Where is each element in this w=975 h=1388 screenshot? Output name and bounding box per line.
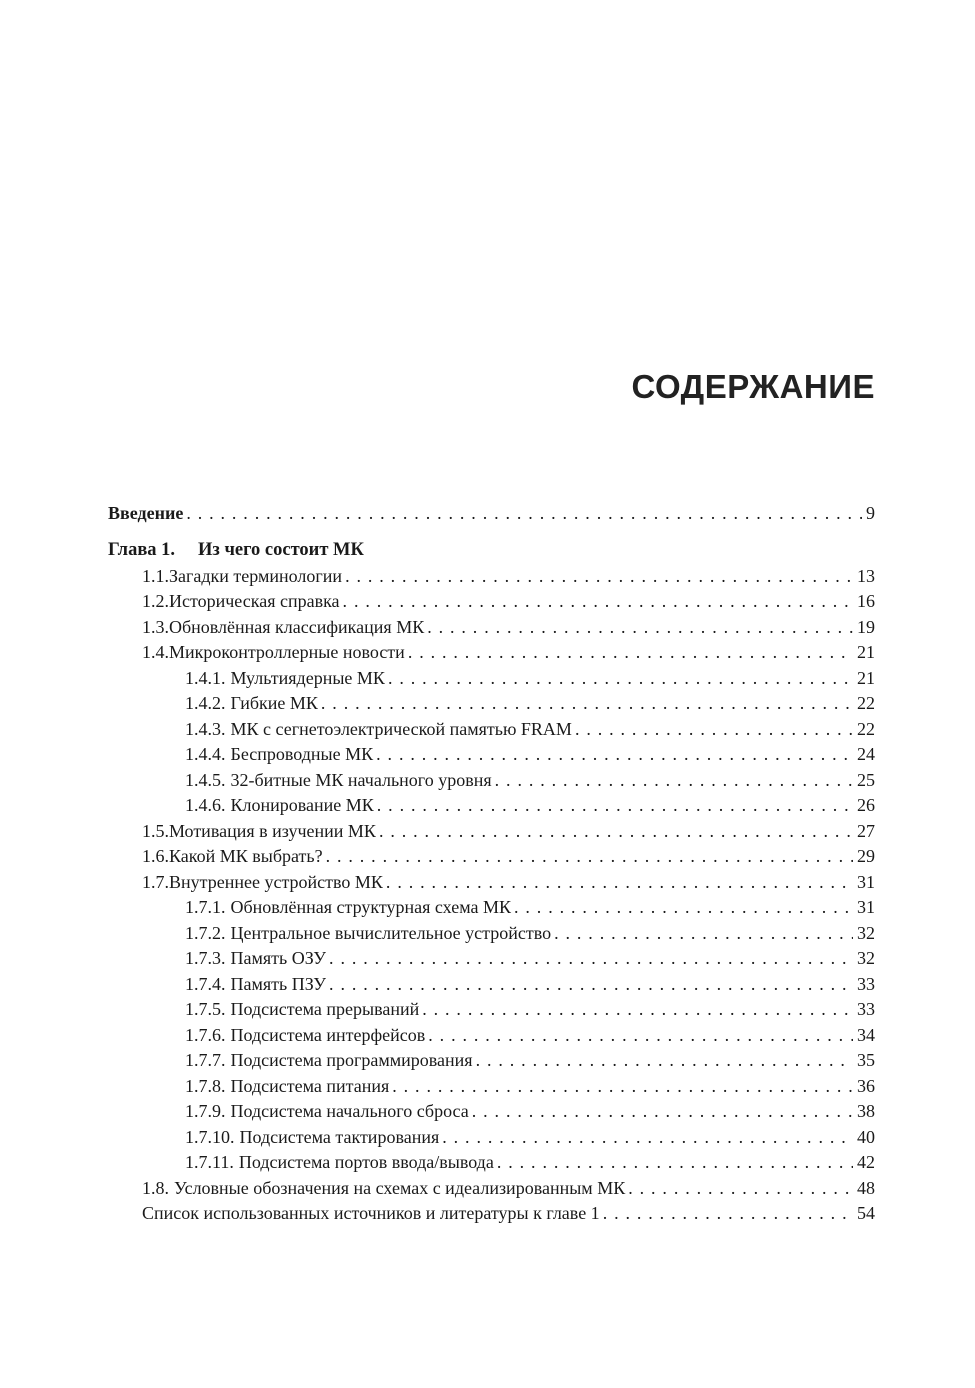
toc-entry-number: 1.7.6.	[185, 1024, 226, 1045]
toc-entry-number: 1.4.4.	[185, 744, 226, 764]
toc-entry-label: Подсистема интерфейсов	[230, 1024, 426, 1045]
toc-entry-label: Беспроводные МК	[230, 744, 374, 764]
toc-entry-page: 36	[857, 1075, 875, 1096]
dot-leader	[343, 591, 853, 612]
dot-leader	[497, 1152, 853, 1173]
dot-leader	[388, 668, 853, 689]
toc-entry-label: Обновлённая структурная схема МК	[230, 897, 511, 917]
toc-entry-number: 1.7.	[142, 871, 169, 892]
toc-entry-page: 32	[857, 922, 875, 943]
dot-leader	[514, 897, 853, 918]
toc-entry-page: 25	[857, 769, 875, 790]
toc-entry-page: 40	[857, 1126, 875, 1147]
toc-entry-number: 1.7.9.	[185, 1101, 226, 1121]
toc-subentry[interactable]	[108, 897, 875, 923]
toc-entry-number: 1.7.1.	[185, 897, 226, 917]
toc-entry[interactable]	[108, 872, 875, 898]
toc-entry-number: 1.7.2.	[185, 922, 226, 943]
toc-entry-number: 1.4.2.	[185, 693, 226, 713]
toc-subentry[interactable]	[108, 999, 875, 1025]
toc-entry-label: Историческая справка	[169, 591, 340, 611]
toc-subentry[interactable]	[108, 693, 875, 719]
dot-leader	[472, 1101, 853, 1122]
toc-entry-label: Обновлённая классификация МК	[169, 616, 425, 637]
toc-subentry[interactable]	[108, 1152, 875, 1178]
dot-leader	[442, 1127, 853, 1148]
toc-entry-page: 21	[857, 642, 875, 662]
toc-subentry[interactable]	[108, 1050, 875, 1076]
toc-entry-page: 54	[857, 1203, 875, 1223]
toc-subentry[interactable]	[108, 719, 875, 745]
toc-entry-number: 1.3.	[142, 616, 169, 637]
toc-entry-label: Внутреннее устройство МК	[169, 871, 383, 892]
toc-entry-page: 13	[857, 565, 875, 586]
toc-entry-label: Условные обозначения на схемах с идеализированным МК	[174, 1177, 626, 1198]
dot-leader	[329, 948, 853, 969]
toc-entry-references[interactable]	[108, 1203, 875, 1229]
toc-entry[interactable]	[108, 821, 875, 847]
toc-subentry[interactable]	[108, 668, 875, 694]
toc-entry-number: 1.4.5.	[185, 769, 226, 790]
toc-entry-label: Память ПЗУ	[230, 973, 327, 994]
toc-entry-number: 1.5.	[142, 820, 169, 841]
dot-leader	[575, 719, 853, 740]
toc-entry-page: 42	[857, 1152, 875, 1172]
toc-entry-label: Гибкие МК	[230, 693, 318, 713]
toc-entry-page: 35	[857, 1050, 875, 1070]
toc-entry-number: 1.4.	[142, 642, 169, 662]
toc-entry-number: 1.2.	[142, 591, 169, 611]
toc-entry-page: 34	[857, 1024, 875, 1045]
dot-leader	[495, 770, 853, 791]
toc-entry-number: 1.4.1.	[185, 667, 226, 688]
toc-entry-number: 1.4.3.	[185, 718, 226, 739]
dot-leader	[476, 1050, 853, 1071]
toc-entry-label: Список использованных источников и литературы к главе 1	[142, 1203, 600, 1223]
dot-leader	[422, 999, 853, 1020]
toc-entry-number: 1.7.11.	[185, 1152, 234, 1172]
toc-entry-number: 1.8.	[142, 1177, 169, 1198]
toc-entry-number: 1.7.5.	[185, 999, 226, 1019]
dot-leader	[326, 846, 853, 867]
toc-entry-label: Подсистема начального сброса	[230, 1101, 469, 1121]
toc-entry-number: 1.4.6.	[185, 795, 226, 815]
toc-entry-label: Подсистема портов ввода/вывода	[238, 1152, 494, 1172]
dot-leader	[377, 795, 853, 816]
toc-entry-page: 16	[857, 591, 875, 611]
toc-entry-label: Подсистема питания	[230, 1075, 390, 1096]
dot-leader	[392, 1076, 853, 1097]
toc-entry-page: 26	[857, 795, 875, 815]
toc-entry-number: 1.1.	[142, 565, 169, 586]
toc-subentry[interactable]	[108, 1127, 875, 1153]
toc-entry-number: 1.7.8.	[185, 1075, 226, 1096]
toc-subentry[interactable]	[108, 795, 875, 821]
toc-entry-page: 21	[857, 667, 875, 688]
toc-entry-page: 32	[857, 948, 875, 968]
toc-entry[interactable]	[108, 846, 875, 872]
toc-entry-page: 38	[857, 1101, 875, 1121]
toc-entry[interactable]	[108, 642, 875, 668]
toc-entry-label: Микроконтроллерные новости	[169, 642, 405, 662]
toc-subentry[interactable]	[108, 974, 875, 1000]
toc-entry-page: 22	[857, 718, 875, 739]
chapter-title: Из чего состоит МК	[198, 539, 364, 560]
dot-leader	[386, 872, 853, 893]
toc-entry[interactable]	[108, 566, 875, 592]
toc-subentry[interactable]	[108, 1101, 875, 1127]
toc-entry-label: Введение	[108, 503, 184, 523]
toc-entry-label: Подсистема программирования	[230, 1050, 473, 1070]
toc-entry[interactable]	[108, 617, 875, 643]
table-of-contents	[108, 503, 875, 1229]
dot-leader	[628, 1178, 853, 1199]
dot-leader	[345, 566, 853, 587]
toc-entry-label: Мультиядерные МК	[230, 667, 385, 688]
dot-leader	[427, 617, 853, 638]
toc-entry-page: 19	[857, 616, 875, 637]
toc-entry-label: Загадки терминологии	[169, 565, 343, 586]
toc-entry-label: Мотивация в изучении МК	[169, 820, 376, 841]
toc-subentry[interactable]	[108, 1076, 875, 1102]
dot-leader	[408, 642, 853, 663]
toc-entry-label: Память ОЗУ	[230, 948, 327, 968]
toc-subentry[interactable]	[108, 1025, 875, 1051]
toc-entry-page: 24	[857, 744, 875, 764]
dot-leader	[329, 974, 853, 995]
toc-entry-label: Подсистема прерываний	[230, 999, 420, 1019]
toc-subentry[interactable]	[108, 948, 875, 974]
toc-entry-number: 1.7.4.	[185, 973, 226, 994]
toc-entry-label: МК с сегнетоэлектрической памятью FRAM	[230, 718, 572, 739]
dot-leader	[428, 1025, 853, 1046]
toc-entry-page: 9	[866, 503, 875, 523]
dot-leader	[603, 1203, 853, 1224]
toc-entry-page: 22	[857, 693, 875, 713]
toc-subentry[interactable]	[108, 744, 875, 770]
dot-leader	[379, 821, 853, 842]
toc-subentry[interactable]	[108, 923, 875, 949]
toc-entry-label: Подсистема тактирования	[239, 1126, 440, 1147]
toc-entry-label: Центральное вычислительное устройство	[230, 922, 552, 943]
toc-entry-number: 1.6.	[142, 846, 169, 866]
dot-leader	[376, 744, 853, 765]
dot-leader	[186, 503, 862, 524]
dot-leader	[321, 693, 853, 714]
toc-entry-label: 32-битные МК начального уровня	[230, 769, 492, 790]
toc-entry[interactable]	[108, 1178, 875, 1204]
toc-entry-label: Какой МК выбрать?	[169, 846, 323, 866]
toc-entry-introduction[interactable]	[108, 503, 875, 529]
toc-entry-number: 1.7.10.	[185, 1126, 235, 1147]
toc-chapter-heading[interactable]	[108, 540, 875, 566]
toc-entry[interactable]	[108, 591, 875, 617]
toc-entry-page: 27	[857, 820, 875, 841]
toc-subentry[interactable]	[108, 770, 875, 796]
toc-entry-page: 31	[857, 871, 875, 892]
toc-entry-number: 1.7.3.	[185, 948, 226, 968]
toc-entry-number: 1.7.7.	[185, 1050, 226, 1070]
toc-entry-page: 33	[857, 973, 875, 994]
toc-entry-page: 48	[857, 1177, 875, 1198]
toc-entry-label: Клонирование МК	[230, 795, 374, 815]
page-title: СОДЕРЖАНИЕ	[631, 368, 875, 405]
dot-leader	[554, 923, 853, 944]
toc-entry-page: 31	[857, 897, 875, 917]
toc-entry-page: 29	[857, 846, 875, 866]
chapter-number: Глава 1.	[108, 539, 176, 560]
toc-entry-page: 33	[857, 999, 875, 1019]
